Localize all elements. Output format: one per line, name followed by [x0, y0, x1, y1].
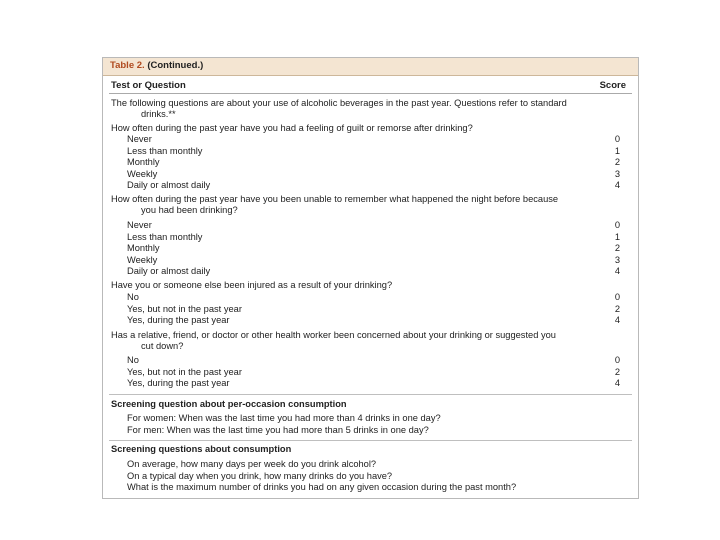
option-label: Monthly	[127, 157, 160, 167]
option-label: Daily or almost daily	[127, 180, 211, 190]
option-score: 3	[614, 255, 620, 265]
option-score: 0	[614, 292, 620, 302]
column-header-score: Score	[599, 80, 626, 91]
option-label: No	[127, 292, 139, 302]
column-header-question: Test or Question	[111, 80, 186, 91]
table-caption-bar	[103, 58, 638, 76]
question-days-per-week: On average, how many days per week do you drink alcohol?	[127, 459, 377, 469]
question-blackout-line-1: How often during the past year have you been unable to remember what happened the night before because	[111, 194, 559, 204]
table-2-continued	[102, 57, 639, 499]
option-label: No	[127, 355, 139, 365]
option-score: 3	[614, 169, 620, 179]
option-score: 2	[614, 243, 620, 253]
question-concern-line-2: cut down?	[141, 341, 184, 351]
intro-line-2: drinks.**	[141, 109, 176, 119]
question-men: For men: When was the last time you had more than 5 drinks in one day?	[127, 425, 429, 435]
question-concern-line-1: Has a relative, friend, or doctor or other health worker been concerned about your drinking or suggested you	[111, 330, 556, 340]
option-score: 2	[614, 304, 620, 314]
option-score: 0	[614, 220, 620, 230]
option-label: Monthly	[127, 243, 160, 253]
option-label: Yes, during the past year	[127, 315, 230, 325]
intro-line-1: The following questions are about your use of alcoholic beverages in the past year. Questions refer to standard	[111, 98, 567, 108]
question-injury: Have you or someone else been injured as a result of your drinking?	[111, 280, 393, 290]
option-label: Yes, but not in the past year	[127, 367, 242, 377]
section-title-consumption: Screening questions about consumption	[111, 444, 292, 454]
continued-label: (Continued.)	[147, 60, 204, 71]
option-label: Daily or almost daily	[127, 266, 211, 276]
option-score: 4	[614, 266, 620, 276]
option-score: 2	[614, 157, 620, 167]
option-score: 0	[614, 134, 620, 144]
option-score: 1	[614, 232, 620, 242]
option-score: 4	[614, 180, 620, 190]
option-label: Never	[127, 134, 152, 144]
question-guilt: How often during the past year have you had a feeling of guilt or remorse after drinking?	[111, 123, 473, 133]
table-number: Table 2.	[110, 60, 145, 71]
option-score: 4	[614, 315, 620, 325]
question-typical-day: On a typical day when you drink, how many drinks do you have?	[127, 471, 393, 481]
table-caption	[110, 60, 203, 71]
section-divider	[109, 440, 632, 441]
option-score: 1	[614, 146, 620, 156]
option-label: Yes, during the past year	[127, 378, 230, 388]
option-label: Less than monthly	[127, 146, 203, 156]
question-blackout-line-2: you had been drinking?	[141, 205, 238, 215]
option-label: Weekly	[127, 255, 158, 265]
option-label: Never	[127, 220, 152, 230]
question-women: For women: When was the last time you had more than 4 drinks in one day?	[127, 413, 441, 423]
option-score: 2	[614, 367, 620, 377]
header-rule	[109, 93, 632, 94]
question-maximum: What is the maximum number of drinks you had on any given occasion during the past month?	[127, 482, 517, 492]
option-score: 4	[614, 378, 620, 388]
section-divider	[109, 394, 632, 395]
section-title-per-occasion: Screening question about per-occasion consumption	[111, 399, 347, 409]
option-label: Less than monthly	[127, 232, 203, 242]
option-score: 0	[614, 355, 620, 365]
option-label: Weekly	[127, 169, 158, 179]
option-label: Yes, but not in the past year	[127, 304, 242, 314]
